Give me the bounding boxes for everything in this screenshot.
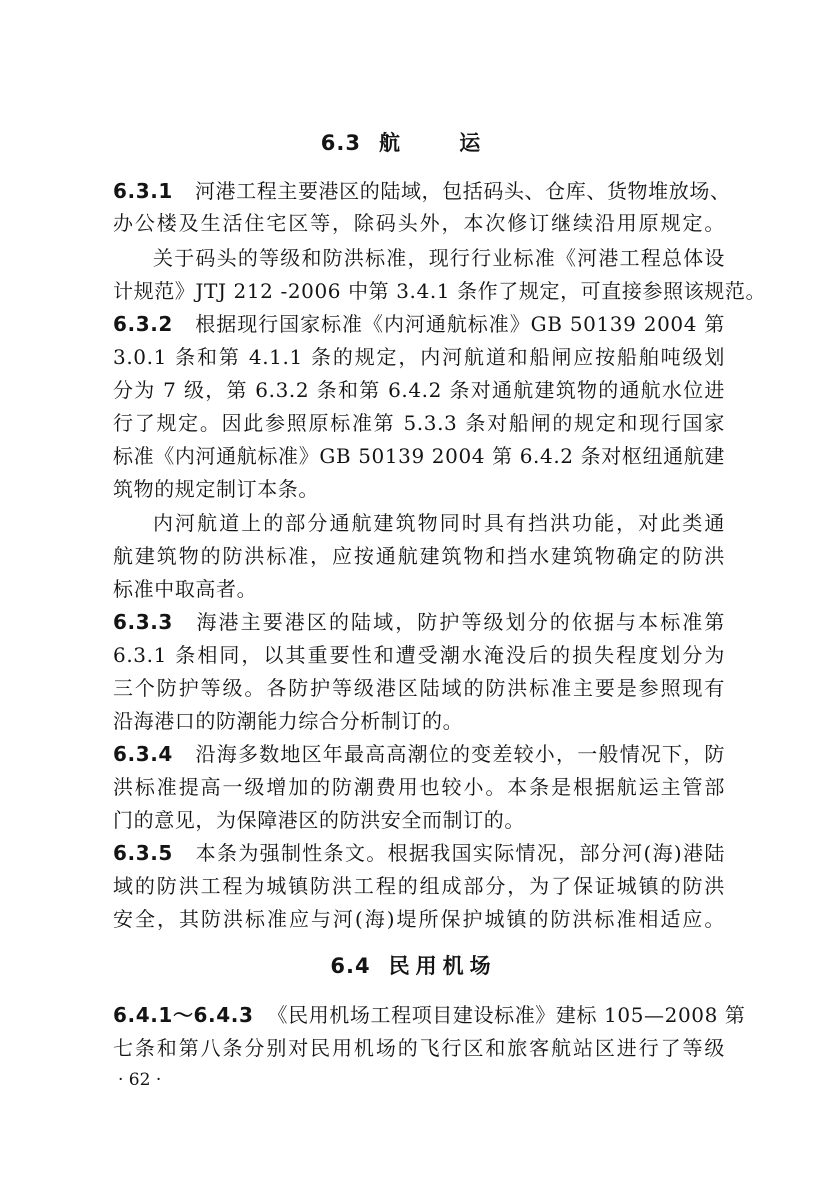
line-text: 洪标准提高一级增加的防潮费用也较小。本条是根据航运主管部 (113, 775, 725, 799)
clause-line (113, 607, 725, 637)
clause-text: 《民用机场工程项目建设标准》建标 105—2008 第 (267, 1003, 746, 1027)
line-text: 航建筑物的防洪标准，应按通航建筑物和挡水建筑物确定的防洪 (113, 544, 725, 568)
clause-line (113, 838, 725, 868)
line-text: 标准《内河通航标准》GB 50139 2004 第 6.4.2 条对枢纽通航建 (113, 444, 725, 468)
clause-line (113, 739, 725, 769)
text-line (113, 441, 725, 471)
line-text: 关于码头的等级和防洪标准，现行行业标准《河港工程总体设 (153, 246, 725, 270)
clause-text: 海港主要港区的陆域，防护等级划分的依据与本标准第 (194, 610, 725, 634)
line-text: 内河航道上的部分通航建筑物同时具有挡洪功能，对此类通 (153, 511, 725, 535)
line-text: 行了规定。因此参照原标准第 5.3.3 条对船闸的规定和现行国家 (113, 411, 725, 435)
text-line (113, 574, 725, 604)
text-line (153, 508, 725, 538)
line-text: 安全，其防洪标准应与河(海)堤所保护城镇的防洪标准相适应。 (113, 907, 725, 931)
line-text: 三个防护等级。各防护等级港区陆域的防洪标准主要是参照现有 (113, 676, 725, 700)
line-text: 域的防洪工程为城镇防洪工程的组成部分，为了保证城镇的防洪 (113, 874, 725, 898)
section-title: 航 运 (378, 131, 507, 155)
line-text: 标准中取高者。 (113, 577, 258, 601)
clause-line (113, 309, 725, 339)
clause-text: 沿海多数地区年最高高潮位的变差较小，一般情况下，防 (194, 742, 725, 766)
text-line (113, 871, 725, 901)
clause-number: 6.3.1 (113, 179, 173, 203)
text-line (113, 1033, 725, 1063)
section-title: 民用机场 (388, 954, 497, 978)
line-text: 门的意见，为保障港区的防洪安全而制订的。 (113, 808, 525, 832)
clause-number: 6.4.1～6.4.3 (113, 1003, 254, 1027)
clause-number: 6.3.5 (113, 841, 173, 865)
line-text: 沿海港口的防潮能力综合分析制订的。 (113, 709, 464, 733)
text-line (113, 541, 725, 571)
section-heading-6-4 (0, 951, 827, 981)
clause-text: 河港工程主要港区的陆域，包括码头、仓库、货物堆放场、 (194, 179, 731, 203)
section-number: 6.4 (330, 954, 371, 978)
line-text: 分为 7 级，第 6.3.2 条和第 6.4.2 条对通航建筑物的通航水位进 (113, 378, 725, 402)
text-line (113, 375, 725, 405)
text-line (113, 805, 725, 835)
line-text: 七条和第八条分别对民用机场的飞行区和旅客航站区进行了等级 (113, 1036, 725, 1060)
section-number: 6.3 (320, 131, 361, 155)
clause-number: 6.3.4 (113, 742, 173, 766)
text-line (113, 640, 725, 670)
text-line (113, 208, 725, 238)
text-line (113, 706, 725, 736)
line-text: 办公楼及生活住宅区等，除码头外，本次修订继续沿用原规定。 (113, 211, 725, 235)
clause-number: 6.3.2 (113, 312, 173, 336)
page-number: · 62 · (118, 1070, 162, 1090)
text-line (113, 408, 725, 438)
line-text: 计规范》JTJ 212 -2006 中第 3.4.1 条作了规定，可直接参照该规范。 (113, 279, 767, 303)
text-line (113, 673, 725, 703)
line-text: 6.3.1 条相同，以其重要性和遭受潮水淹没后的损失程度划分为 (113, 643, 725, 667)
text-line (113, 772, 725, 802)
section-heading-6-3 (0, 128, 827, 158)
line-text: 3.0.1 条和第 4.1.1 条的规定，内河航道和船闸应按船舶吨级划 (113, 345, 725, 369)
clause-text: 本条为强制性条文。根据我国实际情况，部分河(海)港陆 (194, 841, 725, 865)
clause-text: 根据现行国家标准《内河通航标准》GB 50139 2004 第 (194, 312, 725, 336)
text-line (153, 243, 725, 273)
text-line (113, 904, 725, 934)
clause-line (113, 176, 731, 206)
line-text: 筑物的规定制订本条。 (113, 477, 319, 501)
text-line (113, 342, 725, 372)
text-line (113, 474, 725, 504)
clause-line (113, 1000, 746, 1030)
text-line (113, 276, 767, 306)
clause-number: 6.3.3 (113, 610, 173, 634)
